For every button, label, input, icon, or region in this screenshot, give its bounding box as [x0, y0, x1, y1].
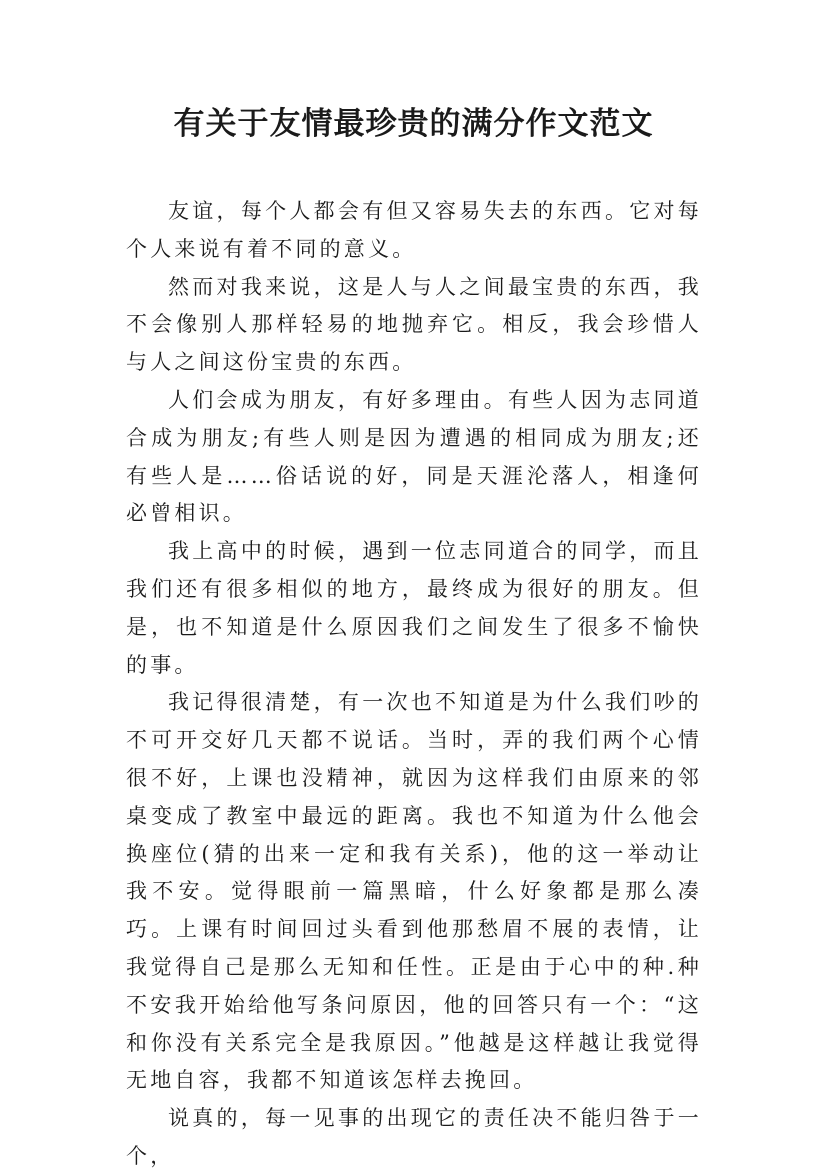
paragraph: 然而对我来说，这是人与人之间最宝贵的东西，我不会像别人那样轻易的地抛弃它。相反，我会珍惜人与人之间这份宝贵的东西。: [126, 274, 702, 375]
document-title: 有关于友情最珍贵的满分作文范文: [173, 106, 654, 142]
paragraph: 说真的，每一见事的出现它的责任决不能归咎于一个，: [126, 1106, 702, 1168]
paragraph: 人们会成为朋友，有好多理由。有些人因为志同道合成为朋友;有些人则是因为遭遇的相同成为朋友;还有些人是……俗话说的好，同是天涯沦落人，相逢何必曾相识。: [126, 387, 702, 526]
paragraph: 友谊，每个人都会有但又容易失去的东西。它对每个人来说有着不同的意义。: [126, 199, 702, 261]
paragraph: 我上高中的时候，遇到一位志同道合的同学，而且我们还有很多相似的地方，最终成为很好的朋友。但是，也不知道是什么原因我们之间发生了很多不愉快的事。: [126, 539, 702, 677]
document-body: [126, 193, 702, 1176]
paragraph: 我记得很清楚，有一次也不知道是为什么我们吵的不可开交好几天都不说话。当时，弄的我们两个心情很不好，上课也没精神，就因为这样我们由原来的邻桌变成了教室中最远的距离。我也不知道为什么他会换座位(猜的出来一定和我有关系)，他的这一举动让我不安。觉得眼前一篇黑暗，什么好象都是那么凑巧。上课有时间回过头看到他那愁眉不展的表情，让我觉得自己是那么无知和任性。正是由于心中的种.种不安我开始给他写条问原因，他的回答只有一个：“这和你没有关系完全是我原因。”他越是这样越让我觉得无地自容，我都不知道该怎样去挽回。: [126, 690, 702, 1093]
